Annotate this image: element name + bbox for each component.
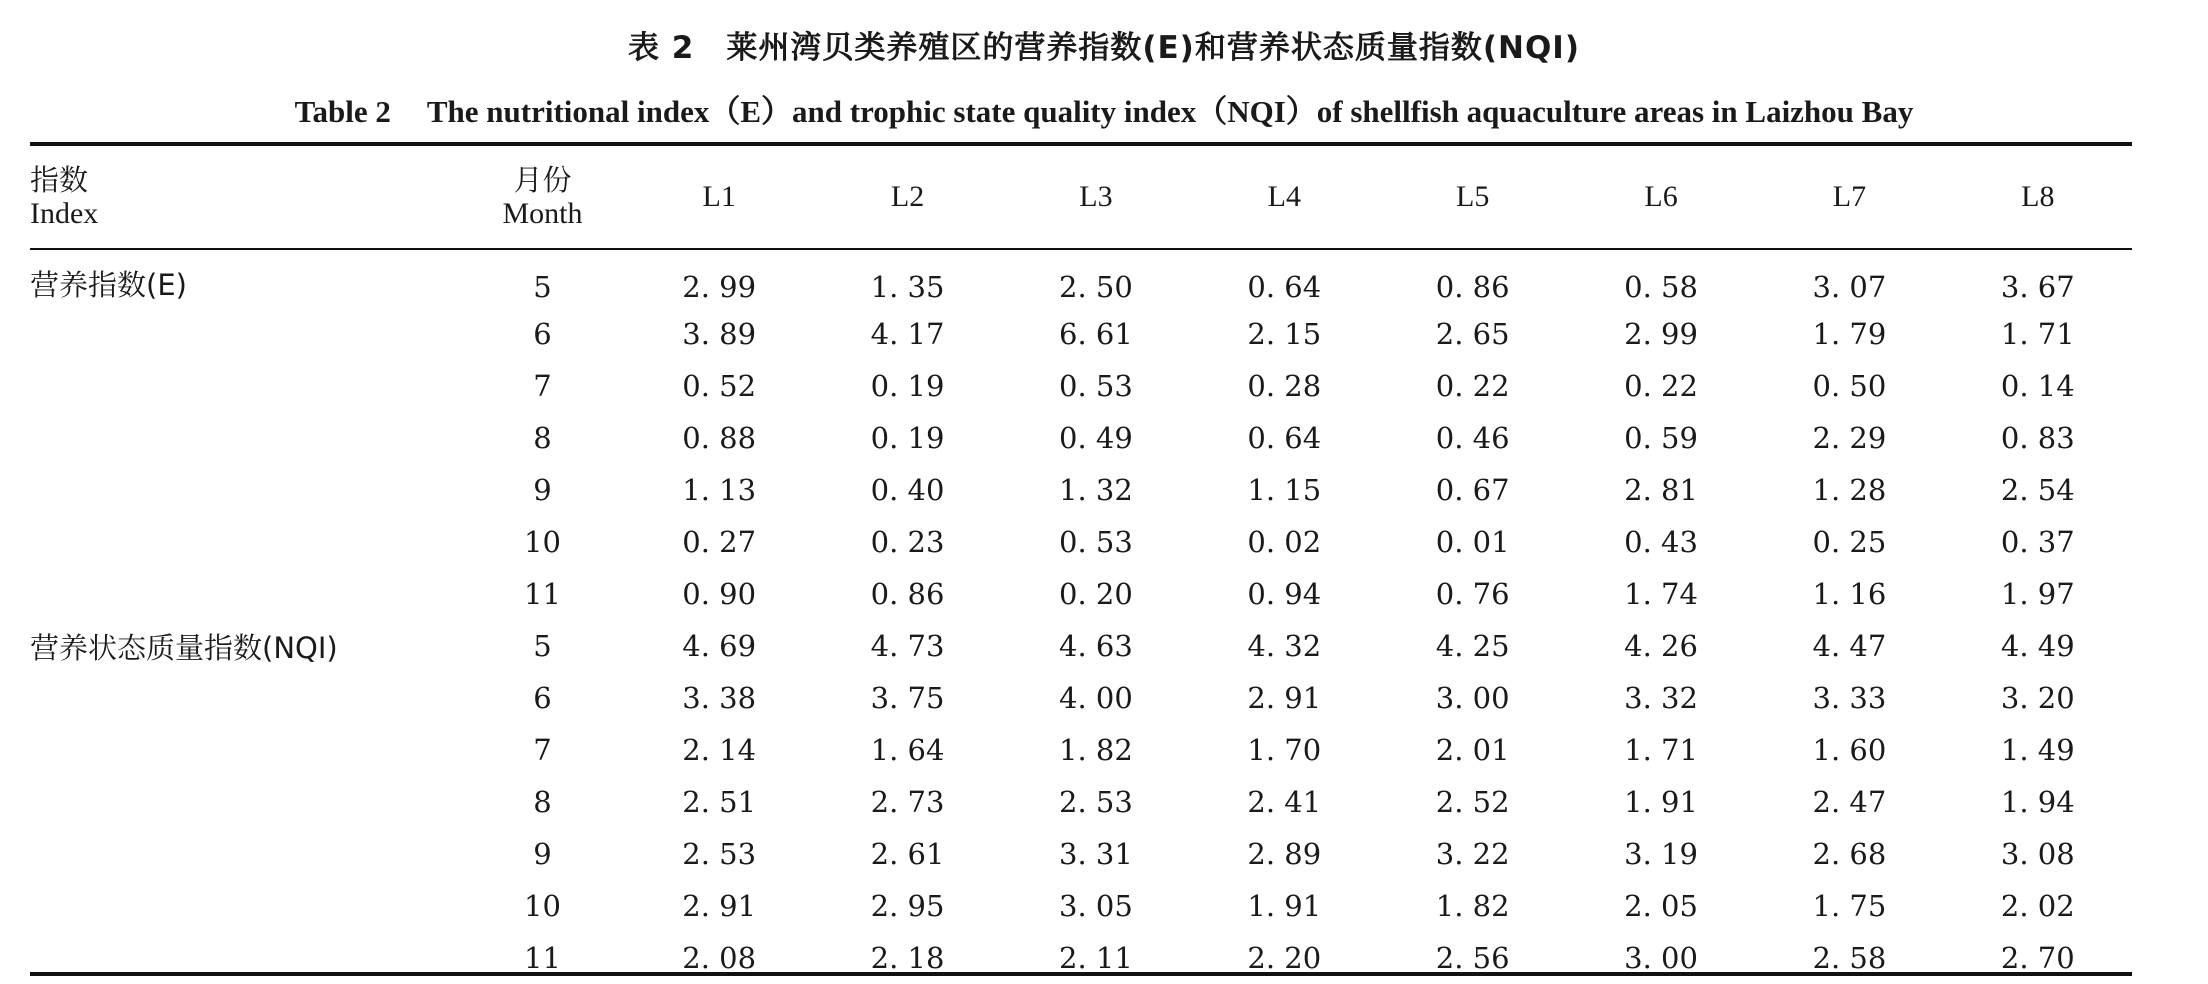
table-row [30, 464, 2132, 516]
month-cell: 5 [533, 270, 552, 304]
month-cell: 8 [533, 421, 552, 455]
value-cell: 4. 17 [870, 317, 945, 351]
value-cell: 0. 19 [870, 369, 945, 403]
value-cell: 1. 60 [1812, 733, 1887, 767]
group-label-empty [30, 932, 460, 984]
value-cell: 0. 76 [1435, 577, 1510, 611]
value-cell: 0. 27 [682, 525, 757, 559]
value-cell: 3. 05 [1059, 889, 1133, 923]
value-cell: 1. 71 [2000, 317, 2075, 351]
value-cell: 2. 91 [682, 889, 757, 923]
value-cell: 3. 00 [1624, 941, 1698, 975]
group-label: 营养状态质量指数(NQI) [30, 630, 338, 665]
value-cell: 4. 00 [1059, 681, 1133, 715]
value-cell: 2. 05 [1624, 889, 1698, 923]
month-cell: 6 [533, 317, 552, 351]
value-cell: 2. 20 [1247, 941, 1322, 975]
month-cell: 5 [533, 629, 552, 663]
value-cell: 0. 25 [1812, 525, 1887, 559]
month-cell: 8 [533, 785, 552, 819]
value-cell: 0. 22 [1435, 369, 1510, 403]
value-cell: 3. 31 [1059, 837, 1133, 871]
table-row [30, 932, 2132, 984]
table-row [30, 672, 2132, 724]
value-cell: 0. 20 [1059, 577, 1133, 611]
value-cell: 1. 32 [1059, 473, 1133, 507]
value-cell: 2. 68 [1812, 837, 1887, 871]
value-cell: 4. 47 [1812, 629, 1887, 663]
value-cell: 3. 08 [2000, 837, 2075, 871]
value-cell: 1. 91 [1624, 785, 1698, 819]
value-cell: 0. 86 [870, 577, 945, 611]
value-cell: 2. 18 [870, 941, 945, 975]
value-cell: 0. 64 [1247, 270, 1322, 304]
value-cell: 3. 20 [2000, 681, 2075, 715]
table-row [30, 568, 2132, 620]
value-cell: 2. 65 [1435, 317, 1510, 351]
value-cell: 4. 26 [1624, 629, 1698, 663]
value-cell: 0. 52 [682, 369, 757, 403]
header-site: L2 [890, 180, 925, 213]
month-cell: 6 [533, 681, 552, 715]
value-cell: 1. 91 [1247, 889, 1322, 923]
value-cell: 0. 94 [1247, 577, 1322, 611]
value-cell: 0. 01 [1435, 525, 1510, 559]
value-cell: 1. 13 [682, 473, 757, 507]
table-caption-english [0, 86, 2208, 131]
group-label-empty [30, 308, 460, 360]
table-row [30, 412, 2132, 464]
value-cell: 1. 82 [1435, 889, 1510, 923]
value-cell: 3. 22 [1435, 837, 1510, 871]
header-site: L7 [1832, 180, 1867, 213]
value-cell: 0. 86 [1435, 270, 1510, 304]
value-cell: 2. 95 [870, 889, 945, 923]
table-row [30, 776, 2132, 828]
value-cell: 2. 50 [1059, 270, 1133, 304]
header-index-cn: 指数 [30, 163, 89, 197]
value-cell: 2. 99 [1624, 317, 1698, 351]
value-cell: 0. 53 [1059, 369, 1133, 403]
value-cell: 1. 79 [1812, 317, 1887, 351]
value-cell: 1. 15 [1247, 473, 1322, 507]
header-site: L6 [1644, 180, 1678, 213]
table-row [30, 308, 2132, 360]
month-cell: 9 [533, 473, 552, 507]
value-cell: 2. 52 [1435, 785, 1510, 819]
value-cell: 2. 53 [682, 837, 757, 871]
value-cell: 0. 49 [1059, 421, 1133, 455]
value-cell: 1. 49 [2000, 733, 2075, 767]
value-cell: 3. 00 [1435, 681, 1510, 715]
group-label-empty [30, 412, 460, 464]
value-cell: 0. 23 [870, 525, 945, 559]
table-row [30, 516, 2132, 568]
header-index-en: Index [30, 197, 99, 230]
value-cell: 3. 33 [1812, 681, 1887, 715]
data-table [30, 146, 2132, 984]
group-label-empty [30, 880, 460, 932]
value-cell: 2. 11 [1059, 941, 1133, 975]
value-cell: 1. 64 [870, 733, 945, 767]
value-cell: 3. 67 [2000, 270, 2075, 304]
table-row [30, 828, 2132, 880]
table-body [30, 248, 2132, 984]
group-label-empty [30, 516, 460, 568]
month-cell: 11 [524, 941, 561, 975]
table-caption-label: Table 2 [294, 94, 391, 129]
value-cell: 1. 97 [2000, 577, 2075, 611]
value-cell: 2. 70 [2000, 941, 2075, 975]
value-cell: 0. 50 [1812, 369, 1887, 403]
group-label-empty [30, 360, 460, 412]
value-cell: 6. 61 [1059, 317, 1133, 351]
group-label-empty [30, 464, 460, 516]
header-month-cn: 月份 [513, 163, 572, 197]
value-cell: 2. 73 [870, 785, 945, 819]
value-cell: 2. 56 [1435, 941, 1510, 975]
value-cell: 3. 89 [682, 317, 757, 351]
value-cell: 2. 81 [1624, 473, 1698, 507]
value-cell: 0. 19 [870, 421, 945, 455]
value-cell: 4. 69 [682, 629, 757, 663]
value-cell: 2. 91 [1247, 681, 1322, 715]
group-label-empty [30, 776, 460, 828]
header-index [30, 146, 460, 248]
table-row [30, 620, 2132, 672]
value-cell: 2. 14 [682, 733, 757, 767]
value-cell: 0. 58 [1624, 270, 1698, 304]
value-cell: 2. 47 [1812, 785, 1887, 819]
value-cell: 4. 49 [2000, 629, 2075, 663]
value-cell: 1. 75 [1812, 889, 1887, 923]
value-cell: 1. 74 [1624, 577, 1698, 611]
value-cell: 2. 29 [1812, 421, 1887, 455]
value-cell: 0. 88 [682, 421, 757, 455]
value-cell: 4. 25 [1435, 629, 1510, 663]
value-cell: 0. 14 [2000, 369, 2075, 403]
table-row [30, 360, 2132, 412]
value-cell: 2. 53 [1059, 785, 1133, 819]
value-cell: 0. 02 [1247, 525, 1322, 559]
month-cell: 11 [524, 577, 561, 611]
value-cell: 0. 43 [1624, 525, 1698, 559]
value-cell: 0. 46 [1435, 421, 1510, 455]
group-label-empty [30, 828, 460, 880]
value-cell: 2. 89 [1247, 837, 1322, 871]
table-caption-chinese: 表 2 莱州湾贝类养殖区的营养指数(E)和营养状态质量指数(NQI) [627, 30, 1581, 66]
value-cell: 0. 40 [870, 473, 945, 507]
table-row [30, 880, 2132, 932]
value-cell: 1. 35 [870, 270, 945, 304]
value-cell: 1. 82 [1059, 733, 1133, 767]
value-cell: 2. 15 [1247, 317, 1322, 351]
header-month-en: Month [502, 197, 583, 230]
header-site: L4 [1267, 180, 1301, 213]
value-cell: 0. 90 [682, 577, 757, 611]
month-cell: 7 [533, 733, 552, 767]
table-caption-title: The nutritional index（E）and trophic state quality index（NQI）of shellfish aquaculture areas in Laizhou Bay [426, 94, 1914, 129]
value-cell: 1. 16 [1812, 577, 1887, 611]
group-label: 营养指数(E) [30, 268, 187, 302]
value-cell: 0. 83 [2000, 421, 2075, 455]
value-cell: 1. 94 [2000, 785, 2075, 819]
header-site: L1 [702, 180, 736, 213]
value-cell: 0. 37 [2000, 525, 2075, 559]
group-label-empty [30, 568, 460, 620]
table-header-row [30, 146, 2132, 248]
value-cell: 0. 59 [1624, 421, 1698, 455]
header-site: L8 [2021, 180, 2055, 213]
value-cell: 4. 73 [870, 629, 945, 663]
month-cell: 7 [533, 369, 552, 403]
value-cell: 4. 63 [1059, 629, 1133, 663]
value-cell: 0. 64 [1247, 421, 1322, 455]
value-cell: 2. 58 [1812, 941, 1887, 975]
value-cell: 3. 19 [1624, 837, 1698, 871]
table-row [30, 248, 2132, 308]
value-cell: 2. 54 [2000, 473, 2075, 507]
value-cell: 2. 08 [682, 941, 757, 975]
header-site: L3 [1079, 180, 1113, 213]
header-month [460, 146, 625, 248]
value-cell: 3. 75 [870, 681, 945, 715]
value-cell: 2. 51 [682, 785, 757, 819]
value-cell: 1. 70 [1247, 733, 1322, 767]
value-cell: 2. 01 [1435, 733, 1510, 767]
month-cell: 9 [533, 837, 552, 871]
value-cell: 1. 28 [1812, 473, 1887, 507]
value-cell: 0. 28 [1247, 369, 1322, 403]
value-cell: 4. 32 [1247, 629, 1322, 663]
value-cell: 2. 02 [2000, 889, 2075, 923]
value-cell: 0. 53 [1059, 525, 1133, 559]
month-cell: 10 [524, 525, 561, 559]
value-cell: 0. 67 [1435, 473, 1510, 507]
month-cell: 10 [524, 889, 561, 923]
value-cell: 1. 71 [1624, 733, 1698, 767]
value-cell: 2. 61 [870, 837, 945, 871]
group-label-empty [30, 724, 460, 776]
group-label-empty [30, 672, 460, 724]
value-cell: 0. 22 [1624, 369, 1698, 403]
header-site: L5 [1456, 180, 1490, 213]
value-cell: 3. 38 [682, 681, 757, 715]
table-row [30, 724, 2132, 776]
value-cell: 2. 99 [682, 270, 757, 304]
value-cell: 2. 41 [1247, 785, 1322, 819]
value-cell: 3. 07 [1812, 270, 1887, 304]
value-cell: 3. 32 [1624, 681, 1698, 715]
